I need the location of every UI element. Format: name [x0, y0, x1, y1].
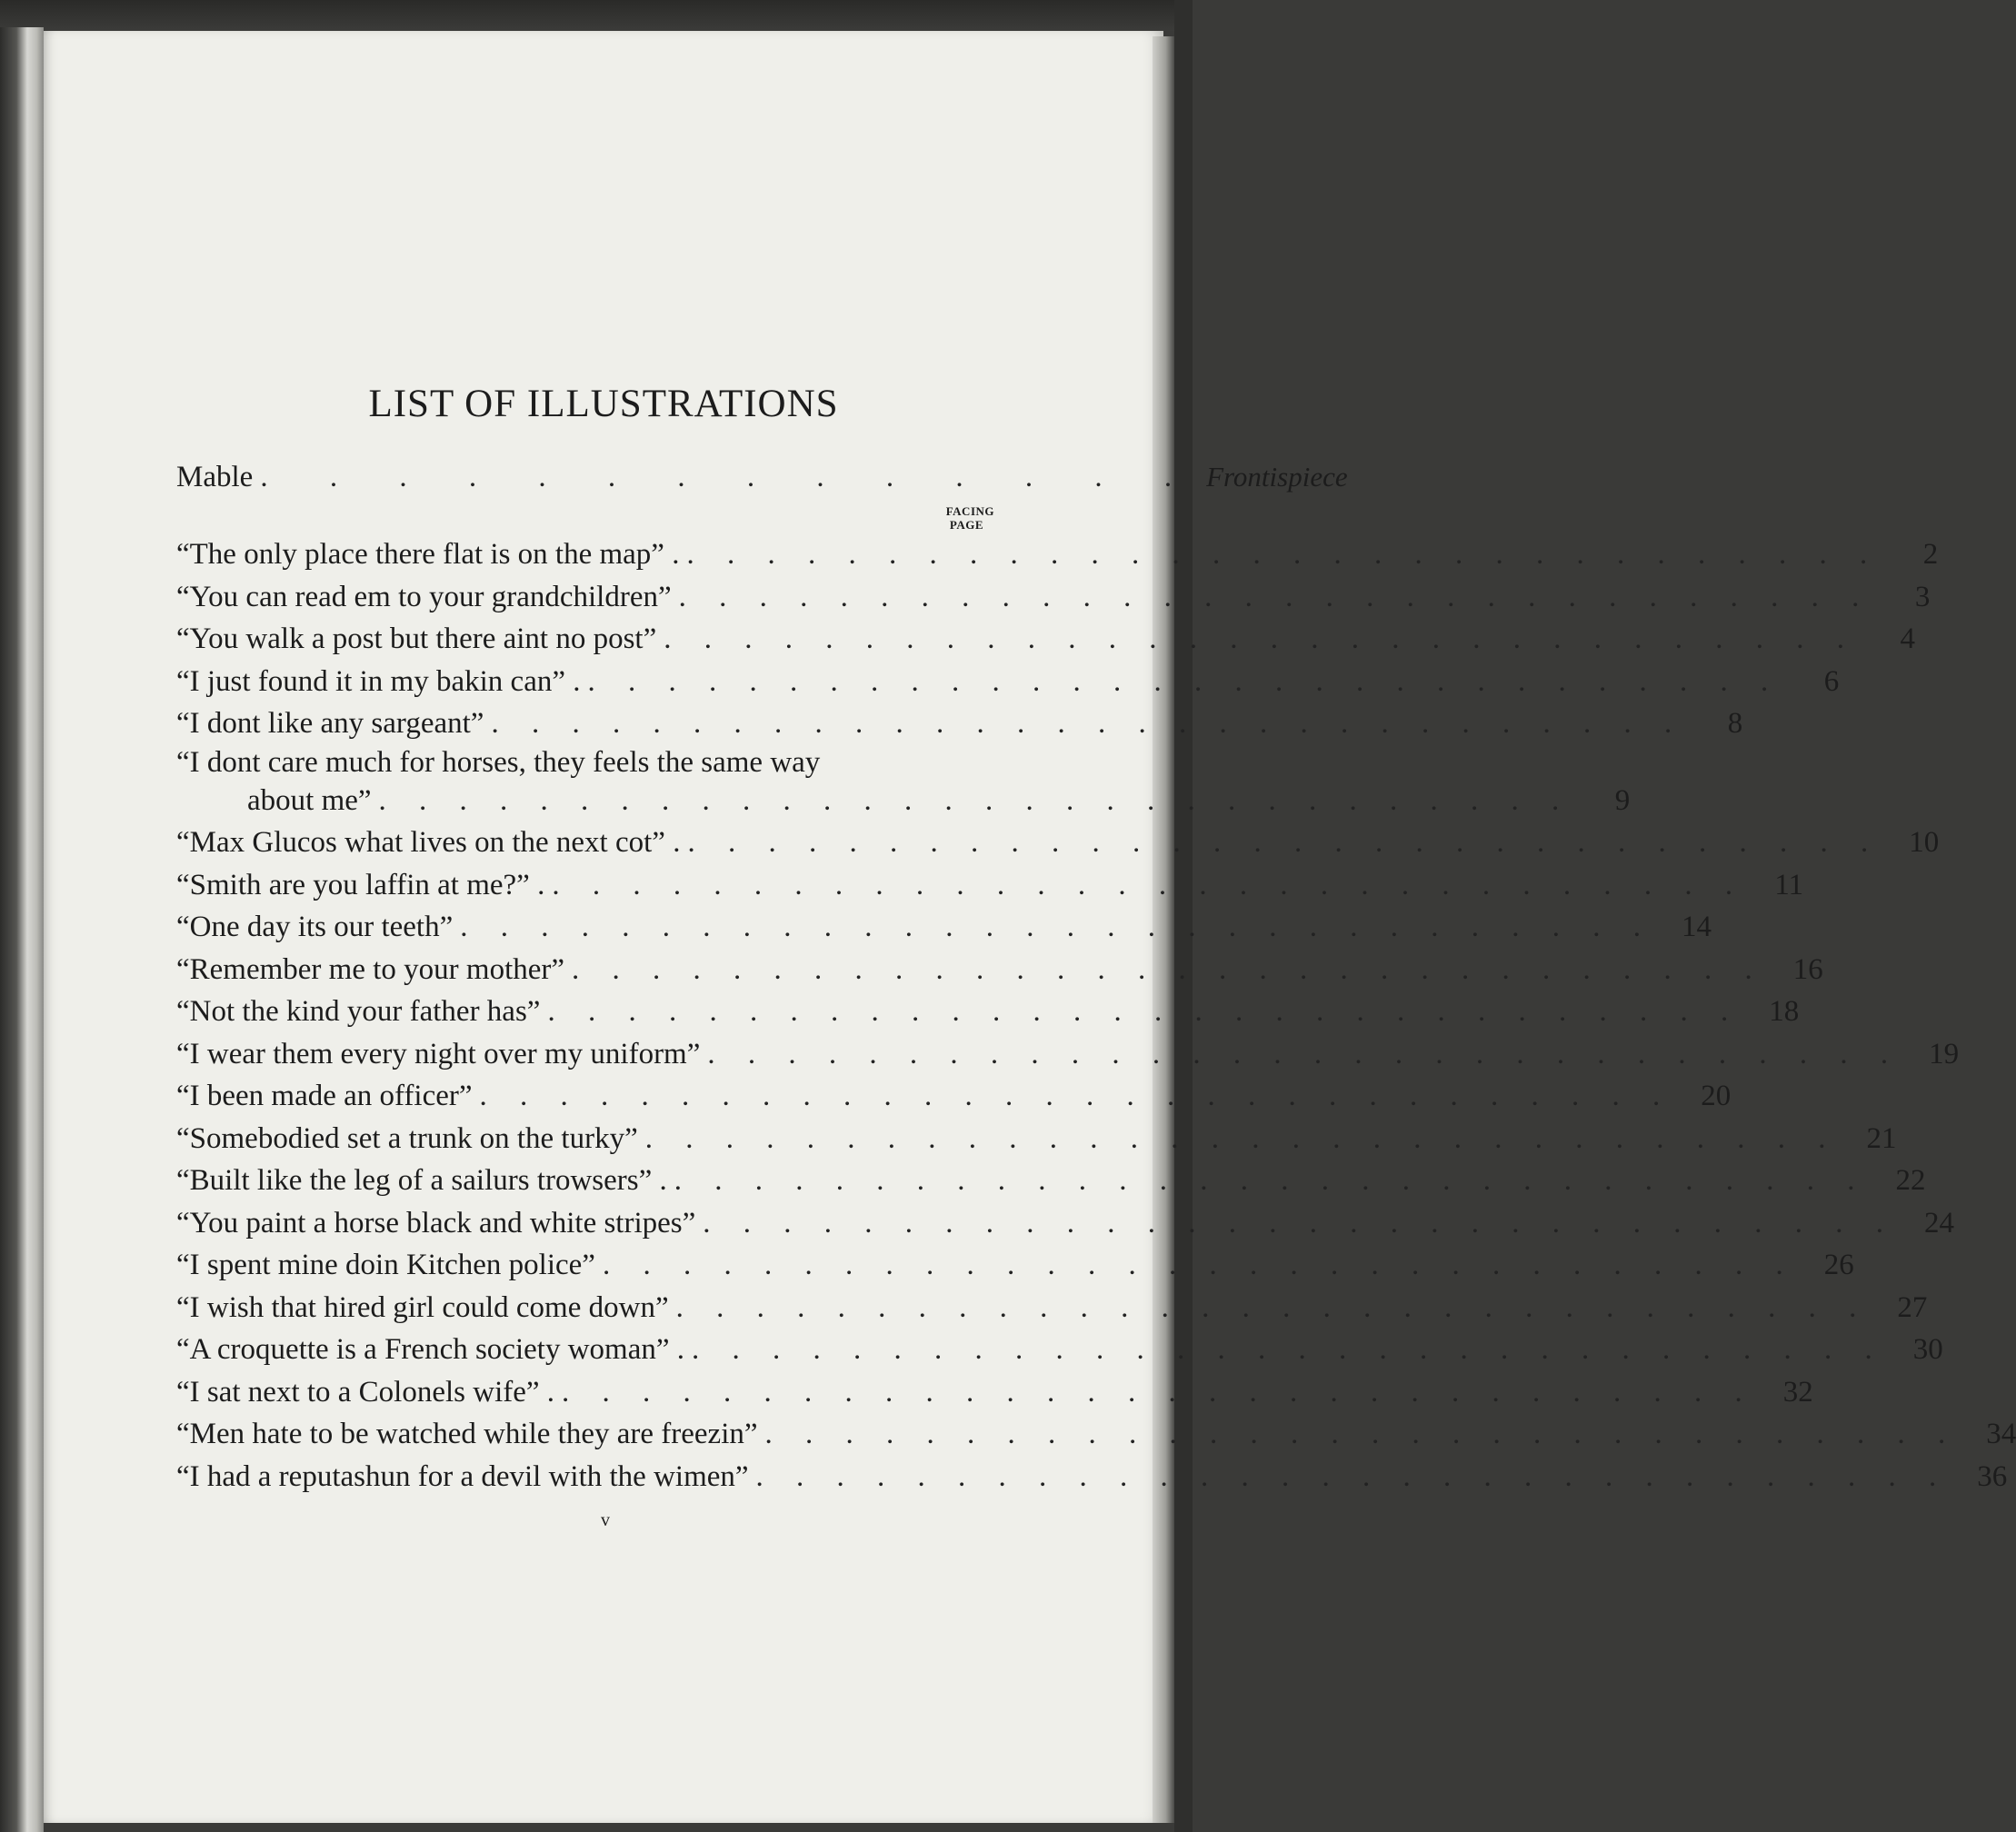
frontispiece-label: Frontispiece — [1206, 461, 1348, 493]
entries-list — [176, 533, 2016, 1498]
list-item — [176, 1202, 1955, 1245]
list-item — [176, 949, 1823, 991]
dot-leaders: . . . . . . . . . . . . . . . . . . . . . . . . . . . . . . — [552, 868, 1746, 901]
list-item-page: 14 — [1681, 911, 1712, 943]
dot-leaders: . . . . . . . . . . . . . . . . . . . . . . . . . . . . . . — [707, 1037, 1901, 1070]
list-item — [176, 906, 1712, 949]
list-item-title: “I wear them every night over my uniform” — [176, 1037, 701, 1070]
list-item-page: 19 — [1929, 1037, 1960, 1070]
list-item-title: “I sat next to a Colonels wife” . — [176, 1375, 555, 1409]
list-item — [176, 864, 1804, 907]
dot-leaders: . . . . . . . . . . . . . . . . . . . . . . . . . . . . . . — [687, 826, 1881, 859]
list-item — [176, 1244, 1854, 1287]
list-item — [176, 618, 1915, 661]
dot-leaders: . . . . . . . . . . . . . . . . . . . . . . . . . . . . . . — [547, 995, 1742, 1028]
list-item-title: “I spent mine doin Kitchen police” — [176, 1249, 595, 1281]
dot-leaders: . . . . . . . . . . . . . . . . . . . . . . . . . . . . . . — [675, 1290, 1870, 1324]
list-item — [176, 1287, 1928, 1329]
list-item — [176, 1118, 1897, 1160]
list-item-page: 30 — [1912, 1333, 1943, 1366]
dot-leaders: . . . . . . . . . . . . . . . . . . . . . . . . . . . . . . — [686, 538, 1881, 571]
dot-leaders: . . . . . . . . . . . . . . . . . . . . . . . . . . . . . . — [644, 1121, 1839, 1155]
list-item-page: 2 — [1922, 538, 1939, 571]
list-item — [176, 533, 1939, 576]
list-item-page: 36 — [1977, 1459, 2008, 1493]
list-item-title: “I been made an officer” — [176, 1080, 473, 1112]
dot-leaders: . . . . . . . . . . . . . . . . . . . . . . . . . . . . . . — [491, 707, 1685, 740]
list-item-title: “I had a reputashun for a devil with the wimen” — [176, 1459, 749, 1493]
list-item-title: “Smith are you laffin at me?” . — [176, 868, 545, 901]
list-item-title: “Max Glucos what lives on the next cot” . — [176, 826, 681, 859]
list-item-title: “The only place there flat is on the map” . — [176, 538, 680, 571]
facing-header-line-1: FACING — [945, 504, 994, 518]
list-item-title: “I dont like any sargeant” — [176, 707, 484, 740]
list-item — [176, 1456, 2008, 1498]
list-item — [176, 1371, 1813, 1414]
list-item-page: 6 — [1823, 664, 1840, 698]
list-item-page: 24 — [1924, 1206, 1955, 1240]
list-item-page: 16 — [1792, 952, 1823, 986]
list-item-title: “You walk a post but there aint no post” — [176, 622, 657, 655]
dot-leaders: . . . . . . . . . . . . . . . . . . . . . . . . . . . . . . — [479, 1080, 1673, 1112]
dot-leaders: . . . . . . . . . . . . . . . . . . . . . . . . . . . . . . — [587, 664, 1781, 698]
list-item-page: 11 — [1774, 868, 1804, 901]
list-item — [176, 1329, 1943, 1371]
list-item-page: 26 — [1823, 1249, 1854, 1281]
dot-leaders: . . . . . . . . . . . . . . . . . . . . . . . . . . . . . . — [562, 1375, 1755, 1409]
list-item-title: “A croquette is a French society woman” . — [176, 1333, 684, 1366]
list-item — [176, 991, 1800, 1033]
dot-leaders: . . . . . . . . . . . . . . . . . . . . . . . . . . . . . . — [755, 1459, 1950, 1493]
dot-leaders: . . . . . . . . . . . . . . . . . . . . . . . . . . . . . . — [674, 1164, 1868, 1197]
dot-leaders: . . . . . . . . . . . . . . . . . . . . . . . . . . . . . . — [572, 952, 1765, 986]
dot-leaders: . . . . . . . . . . . . . . . . . . . . . . . . . . . . . . — [664, 622, 1857, 655]
list-item-title: “Men hate to be watched while they are freezin” — [176, 1418, 758, 1450]
list-item — [176, 1413, 2016, 1456]
list-item — [176, 576, 1931, 619]
dot-leaders: . . . . . . . . . . . . . . . . . . . . . . . . . . . . . . — [678, 580, 1872, 613]
list-item-page: 8 — [1727, 707, 1743, 740]
list-item-page: 27 — [1897, 1290, 1928, 1324]
list-item-page: 22 — [1895, 1164, 1926, 1197]
list-item-title: “I just found it in my bakin can” . — [176, 664, 581, 698]
list-item-page: 32 — [1782, 1375, 1813, 1409]
facing-header-line-2: PAGE — [949, 518, 983, 532]
list-item-continuation: about me” — [247, 783, 372, 817]
dot-leaders: . . . . . . . . . . . . . . . . . . . . . . . . . . . . . . — [378, 783, 1572, 817]
list-item-title: “Somebodied set a trunk on the turky” — [176, 1121, 638, 1155]
list-item-title: “Not the kind your father has” — [176, 995, 541, 1028]
list-item — [176, 821, 1940, 864]
list-item — [176, 1033, 1960, 1076]
illustrations-list — [176, 382, 2016, 1531]
list-item-page: 9 — [1614, 783, 1631, 817]
list-item — [176, 1160, 1926, 1202]
scan-top-border — [0, 0, 1193, 31]
facing-page-header — [176, 504, 994, 532]
list-item-page: 3 — [1914, 580, 1931, 613]
page-heading: LIST OF ILLUSTRATIONS — [368, 383, 839, 425]
list-item — [176, 702, 1743, 745]
dot-leaders: . . . . . . . . . . . . . . — [260, 461, 1200, 493]
list-item-title: “One day its our teeth” — [176, 911, 454, 943]
frontispiece-title: Mable — [176, 461, 254, 493]
list-item-title: “I wish that hired girl could come down” — [176, 1290, 669, 1324]
dot-leaders: . . . . . . . . . . . . . . . . . . . . . . . . . . . . . . — [764, 1418, 1959, 1450]
list-item — [176, 1075, 1732, 1118]
list-item-title: “You paint a horse black and white stripes” — [176, 1206, 696, 1240]
list-item-page: 21 — [1866, 1121, 1897, 1155]
list-item-title-line: “I dont care much for horses, they feels the same way — [176, 745, 821, 779]
list-item-page: 18 — [1769, 995, 1800, 1028]
list-item — [176, 661, 1840, 703]
list-item-page: 10 — [1909, 826, 1940, 859]
list-item-page: 20 — [1701, 1080, 1732, 1112]
list-item-page: 4 — [1900, 622, 1915, 655]
dot-leaders: . . . . . . . . . . . . . . . . . . . . . . . . . . . . . . — [602, 1249, 1796, 1281]
list-item-title: “You can read em to your grandchildren” — [176, 580, 672, 613]
list-item-page: 34 — [1986, 1418, 2016, 1450]
list-item-title: “Built like the leg of a sailurs trowsers” . — [176, 1164, 667, 1197]
dot-leaders: . . . . . . . . . . . . . . . . . . . . . . . . . . . . . . — [692, 1333, 1885, 1366]
dot-leaders: . . . . . . . . . . . . . . . . . . . . . . . . . . . . . . — [703, 1206, 1897, 1240]
list-item — [176, 780, 1631, 822]
book-spine-edge — [0, 27, 44, 1832]
dot-leaders: . . . . . . . . . . . . . . . . . . . . . . . . . . . . . . — [460, 911, 1653, 943]
frontispiece-row — [176, 455, 1348, 499]
list-item-title: “Remember me to your mother” — [176, 952, 565, 986]
page-folio: v — [601, 1510, 610, 1530]
